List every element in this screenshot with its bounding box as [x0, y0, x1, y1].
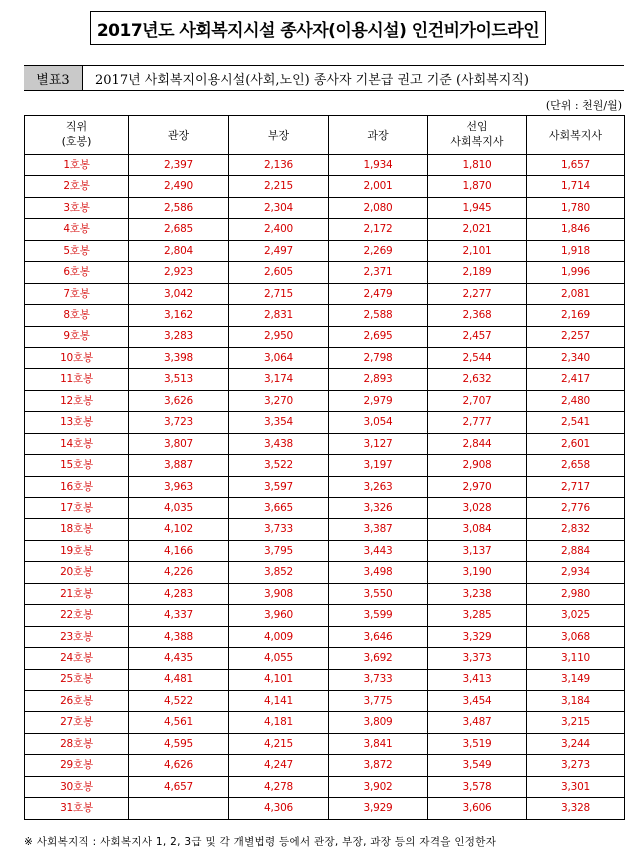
cell-rank: 2호봉 [25, 176, 129, 197]
table-row [25, 476, 625, 497]
cell-deputy-director: 4,306 [229, 798, 329, 819]
cell-social-worker: 1,657 [527, 155, 625, 176]
cell-section-chief: 3,498 [329, 562, 428, 583]
cell-senior-social-worker: 3,238 [428, 583, 527, 604]
cell-senior-social-worker: 2,277 [428, 283, 527, 304]
table-row [25, 433, 625, 454]
cell-section-chief: 3,127 [329, 433, 428, 454]
cell-deputy-director: 3,522 [229, 455, 329, 476]
cell-deputy-director: 3,438 [229, 433, 329, 454]
cell-section-chief: 2,798 [329, 347, 428, 368]
cell-social-worker: 2,776 [527, 498, 625, 519]
cell-social-worker: 2,169 [527, 305, 625, 326]
cell-deputy-director: 3,908 [229, 583, 329, 604]
cell-director: 3,626 [129, 390, 229, 411]
cell-deputy-director: 4,278 [229, 776, 329, 797]
cell-rank: 30호봉 [25, 776, 129, 797]
cell-rank: 20호봉 [25, 562, 129, 583]
cell-social-worker: 3,184 [527, 690, 625, 711]
cell-deputy-director: 2,136 [229, 155, 329, 176]
cell-rank: 13호봉 [25, 412, 129, 433]
table-row [25, 262, 625, 283]
header-row [25, 116, 625, 155]
cell-social-worker: 2,257 [527, 326, 625, 347]
cell-director: 4,595 [129, 733, 229, 754]
cell-director: 4,226 [129, 562, 229, 583]
cell-deputy-director: 3,733 [229, 519, 329, 540]
cell-senior-social-worker: 3,285 [428, 605, 527, 626]
cell-director: 4,035 [129, 498, 229, 519]
cell-senior-social-worker: 2,707 [428, 390, 527, 411]
cell-section-chief: 3,326 [329, 498, 428, 519]
cell-rank: 4호봉 [25, 219, 129, 240]
cell-senior-social-worker: 2,844 [428, 433, 527, 454]
table-row [25, 605, 625, 626]
table-row [25, 283, 625, 304]
cell-director: 3,042 [129, 283, 229, 304]
table-row [25, 583, 625, 604]
cell-section-chief: 3,443 [329, 540, 428, 561]
table-row [25, 519, 625, 540]
table-row [25, 455, 625, 476]
cell-deputy-director: 3,795 [229, 540, 329, 561]
cell-director [129, 798, 229, 819]
table-row [25, 197, 625, 218]
cell-social-worker: 2,658 [527, 455, 625, 476]
cell-senior-social-worker: 3,519 [428, 733, 527, 754]
cell-rank: 18호봉 [25, 519, 129, 540]
cell-director: 3,162 [129, 305, 229, 326]
cell-senior-social-worker: 3,373 [428, 648, 527, 669]
cell-social-worker: 2,601 [527, 433, 625, 454]
cell-senior-social-worker: 2,457 [428, 326, 527, 347]
cell-rank: 6호봉 [25, 262, 129, 283]
cell-senior-social-worker: 2,632 [428, 369, 527, 390]
cell-social-worker: 3,301 [527, 776, 625, 797]
table-row [25, 390, 625, 411]
cell-senior-social-worker: 3,578 [428, 776, 527, 797]
table-row [25, 776, 625, 797]
salary-table-body [25, 155, 625, 820]
cell-deputy-director: 2,497 [229, 240, 329, 261]
cell-director: 4,435 [129, 648, 229, 669]
table-row [25, 155, 625, 176]
unit-label: (단위 : 천원/월) [545, 99, 622, 112]
table-row [25, 733, 625, 754]
cell-senior-social-worker: 3,454 [428, 690, 527, 711]
cell-senior-social-worker: 2,368 [428, 305, 527, 326]
table-title: 2017년 사회복지이용시설(사회,노인) 종사자 기본급 권고 기준 (사회복지직) [95, 72, 529, 88]
cell-rank: 7호봉 [25, 283, 129, 304]
cell-director: 4,481 [129, 669, 229, 690]
table-row [25, 648, 625, 669]
cell-section-chief: 1,934 [329, 155, 428, 176]
cell-section-chief: 3,263 [329, 476, 428, 497]
cell-social-worker: 1,846 [527, 219, 625, 240]
table-row [25, 240, 625, 261]
cell-deputy-director: 4,101 [229, 669, 329, 690]
cell-social-worker: 2,934 [527, 562, 625, 583]
cell-social-worker: 2,832 [527, 519, 625, 540]
cell-social-worker: 2,884 [527, 540, 625, 561]
cell-deputy-director: 2,215 [229, 176, 329, 197]
header-social-worker: 사회복지사 [527, 116, 625, 155]
table-row [25, 369, 625, 390]
cell-social-worker: 2,717 [527, 476, 625, 497]
cell-director: 4,561 [129, 712, 229, 733]
cell-section-chief: 3,197 [329, 455, 428, 476]
cell-rank: 3호봉 [25, 197, 129, 218]
cell-rank: 23호봉 [25, 626, 129, 647]
cell-social-worker: 2,480 [527, 390, 625, 411]
cell-director: 2,490 [129, 176, 229, 197]
cell-rank: 28호봉 [25, 733, 129, 754]
cell-senior-social-worker: 1,810 [428, 155, 527, 176]
table-row [25, 498, 625, 519]
cell-deputy-director: 4,181 [229, 712, 329, 733]
table-row [25, 412, 625, 433]
cell-deputy-director: 2,950 [229, 326, 329, 347]
cell-rank: 11호봉 [25, 369, 129, 390]
cell-senior-social-worker: 3,028 [428, 498, 527, 519]
salary-table [24, 115, 625, 820]
cell-section-chief: 2,479 [329, 283, 428, 304]
table-row [25, 669, 625, 690]
cell-social-worker: 3,273 [527, 755, 625, 776]
cell-deputy-director: 2,605 [229, 262, 329, 283]
cell-director: 3,887 [129, 455, 229, 476]
cell-director: 4,102 [129, 519, 229, 540]
cell-rank: 26호봉 [25, 690, 129, 711]
cell-social-worker: 2,340 [527, 347, 625, 368]
cell-senior-social-worker: 3,413 [428, 669, 527, 690]
cell-deputy-director: 4,247 [229, 755, 329, 776]
cell-director: 2,804 [129, 240, 229, 261]
cell-deputy-director: 3,064 [229, 347, 329, 368]
cell-director: 3,513 [129, 369, 229, 390]
cell-senior-social-worker: 2,908 [428, 455, 527, 476]
cell-social-worker: 2,417 [527, 369, 625, 390]
table-row [25, 562, 625, 583]
cell-deputy-director: 4,141 [229, 690, 329, 711]
cell-deputy-director: 2,831 [229, 305, 329, 326]
cell-rank: 14호봉 [25, 433, 129, 454]
cell-rank: 8호봉 [25, 305, 129, 326]
cell-section-chief: 3,775 [329, 690, 428, 711]
header-rank-line1: 직위 [65, 120, 88, 134]
cell-deputy-director: 3,354 [229, 412, 329, 433]
cell-director: 3,963 [129, 476, 229, 497]
table-row [25, 219, 625, 240]
cell-social-worker: 3,025 [527, 605, 625, 626]
cell-section-chief: 2,172 [329, 219, 428, 240]
header-senior-line1: 선임 [466, 120, 488, 134]
cell-rank: 12호봉 [25, 390, 129, 411]
cell-section-chief: 3,387 [329, 519, 428, 540]
cell-director: 4,283 [129, 583, 229, 604]
cell-deputy-director: 4,055 [229, 648, 329, 669]
cell-rank: 10호봉 [25, 347, 129, 368]
header-senior-line2: 사회복지사 [450, 135, 504, 148]
table-row [25, 326, 625, 347]
cell-director: 4,626 [129, 755, 229, 776]
cell-director: 4,388 [129, 626, 229, 647]
cell-director: 2,923 [129, 262, 229, 283]
table-row [25, 690, 625, 711]
table-row [25, 176, 625, 197]
cell-social-worker: 3,068 [527, 626, 625, 647]
cell-section-chief: 2,979 [329, 390, 428, 411]
cell-senior-social-worker: 2,021 [428, 219, 527, 240]
cell-section-chief: 3,809 [329, 712, 428, 733]
table-row [25, 347, 625, 368]
cell-director: 3,398 [129, 347, 229, 368]
header-section-chief: 과장 [329, 116, 428, 155]
cell-social-worker: 1,918 [527, 240, 625, 261]
cell-rank: 9호봉 [25, 326, 129, 347]
cell-director: 3,283 [129, 326, 229, 347]
cell-social-worker: 3,149 [527, 669, 625, 690]
cell-deputy-director: 3,597 [229, 476, 329, 497]
cell-senior-social-worker: 3,606 [428, 798, 527, 819]
cell-senior-social-worker: 3,487 [428, 712, 527, 733]
cell-social-worker: 2,081 [527, 283, 625, 304]
cell-senior-social-worker: 3,137 [428, 540, 527, 561]
cell-senior-social-worker: 2,777 [428, 412, 527, 433]
table-row [25, 626, 625, 647]
table-row [25, 305, 625, 326]
cell-rank: 22호봉 [25, 605, 129, 626]
cell-section-chief: 2,695 [329, 326, 428, 347]
cell-deputy-director: 3,174 [229, 369, 329, 390]
cell-rank: 19호봉 [25, 540, 129, 561]
header-senior-social-worker [428, 116, 527, 155]
table-badge: 별표3 [24, 66, 83, 90]
cell-senior-social-worker: 2,544 [428, 347, 527, 368]
cell-deputy-director: 3,665 [229, 498, 329, 519]
cell-senior-social-worker: 3,329 [428, 626, 527, 647]
cell-director: 4,522 [129, 690, 229, 711]
cell-section-chief: 2,269 [329, 240, 428, 261]
cell-deputy-director: 3,960 [229, 605, 329, 626]
cell-senior-social-worker: 3,084 [428, 519, 527, 540]
header-rank-line2: (호봉) [61, 135, 92, 148]
cell-section-chief: 2,001 [329, 176, 428, 197]
cell-social-worker: 3,328 [527, 798, 625, 819]
cell-deputy-director: 2,715 [229, 283, 329, 304]
cell-rank: 17호봉 [25, 498, 129, 519]
cell-deputy-director: 4,009 [229, 626, 329, 647]
cell-section-chief: 2,893 [329, 369, 428, 390]
cell-section-chief: 3,692 [329, 648, 428, 669]
cell-section-chief: 2,080 [329, 197, 428, 218]
cell-rank: 15호봉 [25, 455, 129, 476]
cell-director: 2,586 [129, 197, 229, 218]
cell-senior-social-worker: 2,970 [428, 476, 527, 497]
table-row [25, 755, 625, 776]
cell-social-worker: 3,110 [527, 648, 625, 669]
cell-section-chief: 3,733 [329, 669, 428, 690]
cell-rank: 16호봉 [25, 476, 129, 497]
header-deputy-director: 부장 [229, 116, 329, 155]
table-row [25, 540, 625, 561]
cell-deputy-director: 2,304 [229, 197, 329, 218]
cell-section-chief: 3,902 [329, 776, 428, 797]
cell-social-worker: 3,244 [527, 733, 625, 754]
cell-senior-social-worker: 2,189 [428, 262, 527, 283]
cell-section-chief: 3,929 [329, 798, 428, 819]
cell-section-chief: 3,646 [329, 626, 428, 647]
cell-rank: 24호봉 [25, 648, 129, 669]
cell-section-chief: 2,588 [329, 305, 428, 326]
cell-section-chief: 3,599 [329, 605, 428, 626]
cell-section-chief: 3,550 [329, 583, 428, 604]
cell-senior-social-worker: 1,870 [428, 176, 527, 197]
header-rank [25, 116, 129, 155]
cell-director: 4,337 [129, 605, 229, 626]
cell-social-worker: 2,541 [527, 412, 625, 433]
cell-rank: 5호봉 [25, 240, 129, 261]
cell-social-worker: 1,780 [527, 197, 625, 218]
cell-deputy-director: 3,852 [229, 562, 329, 583]
cell-deputy-director: 4,215 [229, 733, 329, 754]
footnote: ※ 사회복지직 : 사회복지사 1, 2, 3급 및 각 개별법령 등에서 관장, 부장, 과장 등의 자격을 인정한자 [24, 836, 497, 848]
header-director: 관장 [129, 116, 229, 155]
cell-social-worker: 2,980 [527, 583, 625, 604]
cell-rank: 1호봉 [25, 155, 129, 176]
table-caption [24, 65, 624, 91]
cell-director: 3,723 [129, 412, 229, 433]
cell-senior-social-worker: 1,945 [428, 197, 527, 218]
cell-director: 2,397 [129, 155, 229, 176]
cell-rank: 21호봉 [25, 583, 129, 604]
table-row [25, 798, 625, 819]
cell-senior-social-worker: 2,101 [428, 240, 527, 261]
cell-director: 2,685 [129, 219, 229, 240]
cell-deputy-director: 2,400 [229, 219, 329, 240]
cell-section-chief: 2,371 [329, 262, 428, 283]
cell-senior-social-worker: 3,190 [428, 562, 527, 583]
cell-rank: 31호봉 [25, 798, 129, 819]
cell-section-chief: 3,872 [329, 755, 428, 776]
cell-social-worker: 1,714 [527, 176, 625, 197]
cell-rank: 27호봉 [25, 712, 129, 733]
cell-director: 3,807 [129, 433, 229, 454]
cell-director: 4,166 [129, 540, 229, 561]
document-title: 2017년도 사회복지시설 종사자(이용시설) 인건비가이드라인 [90, 11, 546, 45]
cell-rank: 29호봉 [25, 755, 129, 776]
cell-section-chief: 3,841 [329, 733, 428, 754]
cell-section-chief: 3,054 [329, 412, 428, 433]
cell-director: 4,657 [129, 776, 229, 797]
cell-social-worker: 1,996 [527, 262, 625, 283]
cell-deputy-director: 3,270 [229, 390, 329, 411]
cell-rank: 25호봉 [25, 669, 129, 690]
cell-social-worker: 3,215 [527, 712, 625, 733]
cell-senior-social-worker: 3,549 [428, 755, 527, 776]
table-row [25, 712, 625, 733]
